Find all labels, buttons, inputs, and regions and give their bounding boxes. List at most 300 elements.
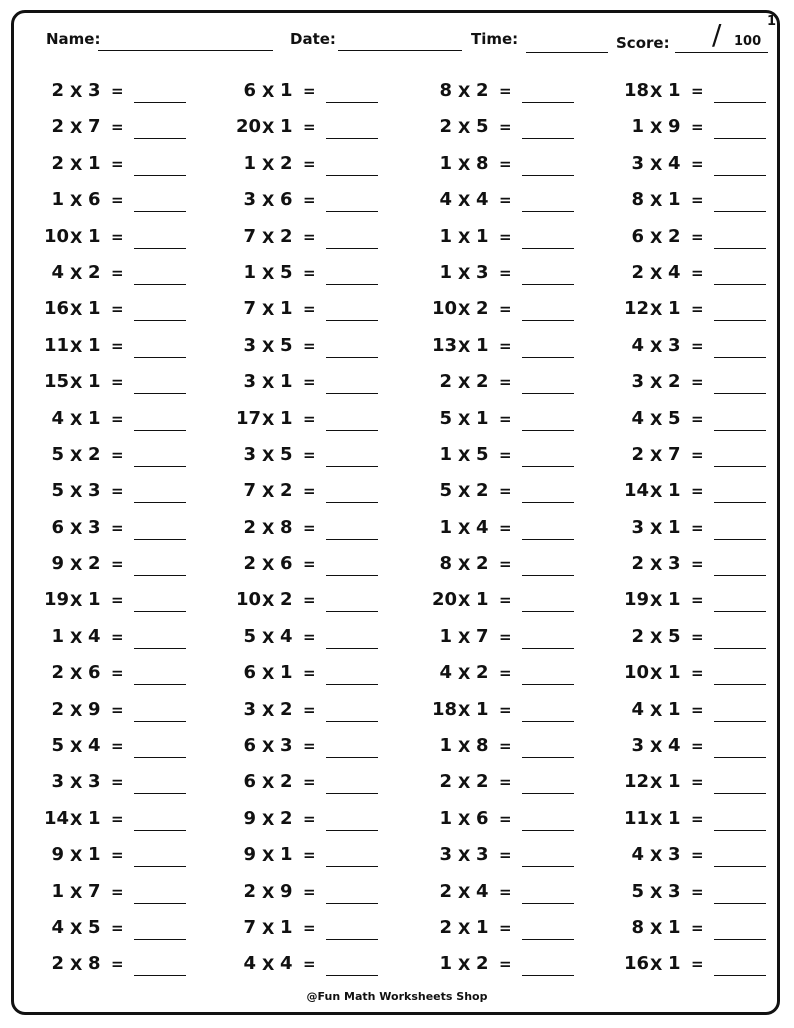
answer-blank[interactable] — [326, 393, 378, 394]
multiply-sign: X — [262, 445, 275, 465]
answer-blank[interactable] — [522, 684, 574, 685]
answer-blank[interactable] — [714, 611, 766, 612]
factor-a: 9 — [51, 844, 64, 866]
problem-row — [236, 553, 386, 589]
problem-row — [236, 371, 386, 407]
multiply-sign: X — [70, 373, 83, 393]
factor-b: 7 — [668, 443, 681, 465]
answer-blank[interactable] — [134, 721, 186, 722]
answer-blank[interactable] — [714, 320, 766, 321]
answer-blank[interactable] — [134, 903, 186, 904]
multiply-sign: X — [70, 591, 83, 611]
factor-a: 19 — [44, 589, 70, 611]
problem-row — [44, 226, 194, 262]
problem-row — [236, 953, 386, 989]
answer-blank[interactable] — [326, 357, 378, 358]
answer-blank[interactable] — [326, 903, 378, 904]
score-field[interactable] — [675, 52, 768, 53]
factor-b: 1 — [668, 480, 681, 502]
answer-blank[interactable] — [134, 866, 186, 867]
factor-a: 17 — [236, 407, 262, 429]
factor-b: 1 — [88, 589, 101, 611]
factor-b: 1 — [280, 407, 293, 429]
answer-blank[interactable] — [714, 903, 766, 904]
answer-blank[interactable] — [522, 102, 574, 103]
problem-column-3 — [432, 80, 582, 990]
answer-blank[interactable] — [714, 975, 766, 976]
multiply-sign: X — [262, 955, 275, 975]
factor-b: 3 — [88, 80, 101, 101]
multiply-sign: X — [70, 773, 83, 793]
factor-b: 2 — [476, 662, 489, 684]
answer-blank[interactable] — [714, 393, 766, 394]
answer-blank[interactable] — [134, 793, 186, 794]
factor-a: 12 — [624, 771, 650, 793]
answer-blank[interactable] — [326, 721, 378, 722]
factor-a: 3 — [243, 371, 256, 393]
problem-row — [44, 881, 194, 917]
multiply-sign: X — [70, 336, 83, 356]
multiply-sign: X — [70, 846, 83, 866]
answer-blank[interactable] — [134, 102, 186, 103]
answer-blank[interactable] — [522, 611, 574, 612]
multiply-sign: X — [70, 154, 83, 174]
multiply-sign: X — [458, 263, 471, 283]
answer-blank[interactable] — [522, 648, 574, 649]
multiply-sign: X — [650, 518, 663, 538]
answer-blank[interactable] — [326, 466, 378, 467]
problem-row — [236, 226, 386, 262]
equals-sign: = — [499, 809, 512, 828]
factor-b: 9 — [668, 116, 681, 138]
answer-blank[interactable] — [326, 793, 378, 794]
equals-sign: = — [111, 664, 124, 683]
equals-sign: = — [499, 445, 512, 464]
problem-row — [432, 153, 582, 189]
problem-row — [624, 298, 774, 334]
problem-row — [44, 408, 194, 444]
answer-blank[interactable] — [326, 248, 378, 249]
factor-a: 7 — [243, 480, 256, 502]
answer-blank[interactable] — [522, 393, 574, 394]
problem-row — [624, 662, 774, 698]
factor-a: 3 — [439, 844, 452, 866]
answer-blank[interactable] — [714, 721, 766, 722]
problem-row — [236, 808, 386, 844]
answer-blank[interactable] — [134, 138, 186, 139]
equals-sign: = — [111, 918, 124, 937]
answer-blank[interactable] — [326, 502, 378, 503]
answer-blank[interactable] — [522, 284, 574, 285]
factor-b: 1 — [88, 807, 101, 829]
equals-sign: = — [111, 955, 124, 974]
answer-blank[interactable] — [134, 466, 186, 467]
factor-a: 4 — [631, 698, 644, 720]
problem-row — [236, 298, 386, 334]
multiply-sign: X — [650, 82, 663, 101]
problem-row — [624, 589, 774, 625]
multiply-sign: X — [70, 627, 83, 647]
answer-blank[interactable] — [714, 757, 766, 758]
factor-b: 6 — [476, 807, 489, 829]
multiply-sign: X — [650, 336, 663, 356]
multiply-sign: X — [650, 627, 663, 647]
factor-b: 2 — [280, 771, 293, 793]
factor-a: 6 — [243, 662, 256, 684]
multiply-sign: X — [650, 373, 663, 393]
factor-b: 7 — [88, 116, 101, 138]
problem-row — [44, 699, 194, 735]
factor-a: 3 — [243, 443, 256, 465]
name-label: Name: — [46, 30, 101, 48]
multiply-sign: X — [262, 555, 275, 575]
equals-sign: = — [691, 336, 704, 355]
multiply-sign: X — [650, 773, 663, 793]
equals-sign: = — [691, 82, 704, 100]
answer-blank[interactable] — [134, 357, 186, 358]
answer-blank[interactable] — [134, 939, 186, 940]
factor-b: 1 — [476, 589, 489, 611]
factor-b: 1 — [280, 844, 293, 866]
factor-a: 3 — [243, 334, 256, 356]
problem-row — [44, 80, 194, 116]
answer-blank[interactable] — [714, 575, 766, 576]
equals-sign: = — [499, 955, 512, 974]
answer-blank[interactable] — [714, 539, 766, 540]
answer-blank[interactable] — [714, 102, 766, 103]
answer-blank[interactable] — [134, 684, 186, 685]
problem-row — [236, 662, 386, 698]
answer-blank[interactable] — [522, 466, 574, 467]
problem-row — [624, 226, 774, 262]
factor-a: 3 — [631, 371, 644, 393]
multiply-sign: X — [650, 591, 663, 611]
answer-blank[interactable] — [134, 211, 186, 212]
answer-blank[interactable] — [522, 211, 574, 212]
problem-row — [44, 662, 194, 698]
equals-sign: = — [499, 846, 512, 865]
factor-b: 5 — [280, 443, 293, 465]
score-total: 100 — [734, 34, 762, 49]
equals-sign: = — [691, 227, 704, 246]
problem-row — [624, 189, 774, 225]
answer-blank[interactable] — [326, 757, 378, 758]
factor-b: 2 — [476, 480, 489, 502]
date-field[interactable] — [338, 50, 462, 51]
answer-blank[interactable] — [134, 539, 186, 540]
factor-b: 1 — [668, 807, 681, 829]
equals-sign: = — [111, 882, 124, 901]
factor-b: 8 — [476, 735, 489, 757]
answer-blank[interactable] — [522, 866, 574, 867]
answer-blank[interactable] — [134, 502, 186, 503]
answer-blank[interactable] — [522, 357, 574, 358]
multiply-sign: X — [650, 409, 663, 429]
problem-row — [432, 371, 582, 407]
equals-sign: = — [691, 191, 704, 210]
multiply-sign: X — [650, 664, 663, 684]
multiply-sign: X — [458, 227, 471, 247]
answer-blank[interactable] — [714, 211, 766, 212]
answer-blank[interactable] — [714, 138, 766, 139]
answer-blank[interactable] — [326, 430, 378, 431]
multiply-sign: X — [458, 591, 471, 611]
equals-sign: = — [691, 263, 704, 282]
equals-sign: = — [111, 809, 124, 828]
answer-blank[interactable] — [134, 248, 186, 249]
answer-blank[interactable] — [134, 320, 186, 321]
equals-sign: = — [303, 373, 316, 392]
multiply-sign: X — [458, 664, 471, 684]
multiply-sign: X — [650, 918, 663, 938]
answer-blank[interactable] — [134, 611, 186, 612]
answer-blank[interactable] — [326, 138, 378, 139]
factor-a: 1 — [51, 189, 64, 211]
factor-a: 11 — [624, 807, 650, 829]
factor-b: 2 — [88, 443, 101, 465]
factor-b: 1 — [668, 662, 681, 684]
multiply-sign: X — [458, 882, 471, 902]
factor-a: 16 — [44, 298, 70, 320]
date-label: Date: — [290, 30, 336, 48]
problem-row — [236, 153, 386, 189]
factor-b: 1 — [280, 116, 293, 138]
problem-row — [432, 917, 582, 953]
time-field[interactable] — [526, 52, 608, 53]
answer-blank[interactable] — [714, 175, 766, 176]
answer-blank[interactable] — [714, 684, 766, 685]
answer-blank[interactable] — [134, 575, 186, 576]
factor-a: 10 — [432, 298, 458, 320]
factor-a: 2 — [631, 553, 644, 575]
answer-blank[interactable] — [326, 175, 378, 176]
problem-row — [432, 953, 582, 989]
answer-blank[interactable] — [714, 830, 766, 831]
answer-blank[interactable] — [714, 284, 766, 285]
factor-a: 8 — [439, 553, 452, 575]
factor-a: 15 — [44, 371, 70, 393]
multiply-sign: X — [650, 955, 663, 975]
problem-row — [236, 517, 386, 553]
answer-blank[interactable] — [326, 539, 378, 540]
multiply-sign: X — [458, 82, 471, 101]
equals-sign: = — [111, 154, 124, 173]
multiply-sign: X — [458, 627, 471, 647]
multiply-sign: X — [70, 227, 83, 247]
factor-b: 1 — [280, 662, 293, 684]
answer-blank[interactable] — [326, 284, 378, 285]
multiply-sign: X — [458, 737, 471, 757]
answer-blank[interactable] — [714, 466, 766, 467]
answer-blank[interactable] — [522, 138, 574, 139]
factor-b: 6 — [280, 189, 293, 211]
problem-row — [236, 771, 386, 807]
problem-row — [432, 444, 582, 480]
equals-sign: = — [303, 918, 316, 937]
equals-sign: = — [303, 336, 316, 355]
factor-a: 1 — [243, 261, 256, 283]
problem-row — [236, 480, 386, 516]
answer-blank[interactable] — [326, 575, 378, 576]
multiply-sign: X — [458, 773, 471, 793]
answer-blank[interactable] — [522, 430, 574, 431]
answer-blank[interactable] — [714, 357, 766, 358]
multiply-sign: X — [262, 336, 275, 356]
factor-b: 5 — [88, 916, 101, 938]
factor-a: 2 — [243, 880, 256, 902]
equals-sign: = — [303, 154, 316, 173]
factor-b: 2 — [476, 553, 489, 575]
answer-blank[interactable] — [326, 211, 378, 212]
factor-b: 2 — [668, 371, 681, 393]
problem-row — [44, 735, 194, 771]
factor-a: 5 — [51, 735, 64, 757]
answer-blank[interactable] — [134, 975, 186, 976]
answer-blank[interactable] — [522, 793, 574, 794]
answer-blank[interactable] — [522, 757, 574, 758]
answer-blank[interactable] — [326, 611, 378, 612]
answer-blank[interactable] — [134, 284, 186, 285]
problem-row — [236, 917, 386, 953]
multiply-sign: X — [262, 882, 275, 902]
factor-a: 1 — [439, 152, 452, 174]
multiply-sign: X — [650, 882, 663, 902]
problem-row — [624, 953, 774, 989]
equals-sign: = — [691, 664, 704, 683]
multiply-sign: X — [458, 154, 471, 174]
answer-blank[interactable] — [326, 320, 378, 321]
multiply-sign: X — [458, 482, 471, 502]
multiply-sign: X — [458, 445, 471, 465]
factor-a: 6 — [631, 225, 644, 247]
answer-blank[interactable] — [326, 939, 378, 940]
answer-blank[interactable] — [522, 939, 574, 940]
answer-blank[interactable] — [714, 502, 766, 503]
equals-sign: = — [303, 955, 316, 974]
answer-blank[interactable] — [326, 648, 378, 649]
answer-blank[interactable] — [522, 539, 574, 540]
factor-b: 1 — [668, 189, 681, 211]
multiply-sign: X — [458, 336, 471, 356]
factor-a: 2 — [439, 771, 452, 793]
equals-sign: = — [499, 227, 512, 246]
factor-a: 6 — [51, 516, 64, 538]
multiply-sign: X — [650, 227, 663, 247]
answer-blank[interactable] — [522, 975, 574, 976]
answer-blank[interactable] — [522, 903, 574, 904]
factor-b: 2 — [280, 807, 293, 829]
factor-b: 1 — [668, 916, 681, 938]
problem-row — [624, 408, 774, 444]
factor-a: 19 — [624, 589, 650, 611]
answer-blank[interactable] — [714, 430, 766, 431]
factor-b: 4 — [280, 953, 293, 975]
factor-a: 1 — [439, 443, 452, 465]
factor-a: 18 — [432, 698, 458, 720]
answer-blank[interactable] — [134, 175, 186, 176]
problem-row — [44, 517, 194, 553]
answer-blank[interactable] — [522, 721, 574, 722]
multiply-sign: X — [262, 154, 275, 174]
problem-row — [44, 298, 194, 334]
problem-row — [432, 589, 582, 625]
equals-sign: = — [303, 409, 316, 428]
factor-b: 3 — [280, 735, 293, 757]
factor-a: 1 — [439, 735, 452, 757]
page-number: 1 — [766, 14, 776, 29]
answer-blank[interactable] — [134, 648, 186, 649]
factor-b: 4 — [476, 880, 489, 902]
answer-blank[interactable] — [134, 757, 186, 758]
answer-blank[interactable] — [134, 830, 186, 831]
multiply-sign: X — [650, 555, 663, 575]
problem-row — [624, 80, 774, 116]
problem-row — [432, 553, 582, 589]
problem-row — [44, 808, 194, 844]
answer-blank[interactable] — [522, 320, 574, 321]
problem-row — [432, 335, 582, 371]
answer-blank[interactable] — [326, 830, 378, 831]
factor-a: 4 — [631, 334, 644, 356]
equals-sign: = — [691, 700, 704, 719]
factor-b: 1 — [668, 516, 681, 538]
factor-b: 1 — [88, 407, 101, 429]
answer-blank[interactable] — [326, 684, 378, 685]
equals-sign: = — [691, 118, 704, 137]
problem-row — [432, 262, 582, 298]
answer-blank[interactable] — [522, 575, 574, 576]
answer-blank[interactable] — [134, 430, 186, 431]
answer-blank[interactable] — [714, 939, 766, 940]
factor-b: 6 — [88, 662, 101, 684]
factor-a: 10 — [624, 662, 650, 684]
answer-blank[interactable] — [522, 175, 574, 176]
answer-blank[interactable] — [522, 502, 574, 503]
answer-blank[interactable] — [714, 248, 766, 249]
factor-b: 1 — [88, 152, 101, 174]
equals-sign: = — [499, 591, 512, 610]
factor-a: 2 — [51, 80, 64, 101]
answer-blank[interactable] — [714, 866, 766, 867]
factor-a: 4 — [51, 916, 64, 938]
multiply-sign: X — [650, 700, 663, 720]
equals-sign: = — [499, 518, 512, 537]
multiply-sign: X — [70, 737, 83, 757]
answer-blank[interactable] — [714, 648, 766, 649]
answer-blank[interactable] — [326, 102, 378, 103]
equals-sign: = — [303, 700, 316, 719]
multiply-sign: X — [262, 482, 275, 502]
answer-blank[interactable] — [326, 866, 378, 867]
name-field[interactable] — [98, 50, 273, 51]
problem-row — [432, 626, 582, 662]
problem-row — [432, 699, 582, 735]
equals-sign: = — [691, 300, 704, 319]
problem-row — [432, 116, 582, 152]
answer-blank[interactable] — [714, 793, 766, 794]
equals-sign: = — [499, 82, 512, 100]
multiply-sign: X — [458, 846, 471, 866]
problem-row — [432, 226, 582, 262]
equals-sign: = — [303, 664, 316, 683]
answer-blank[interactable] — [326, 975, 378, 976]
answer-blank[interactable] — [134, 393, 186, 394]
equals-sign: = — [303, 882, 316, 901]
problem-row — [44, 335, 194, 371]
equals-sign: = — [691, 955, 704, 974]
answer-blank[interactable] — [522, 248, 574, 249]
answer-blank[interactable] — [522, 830, 574, 831]
